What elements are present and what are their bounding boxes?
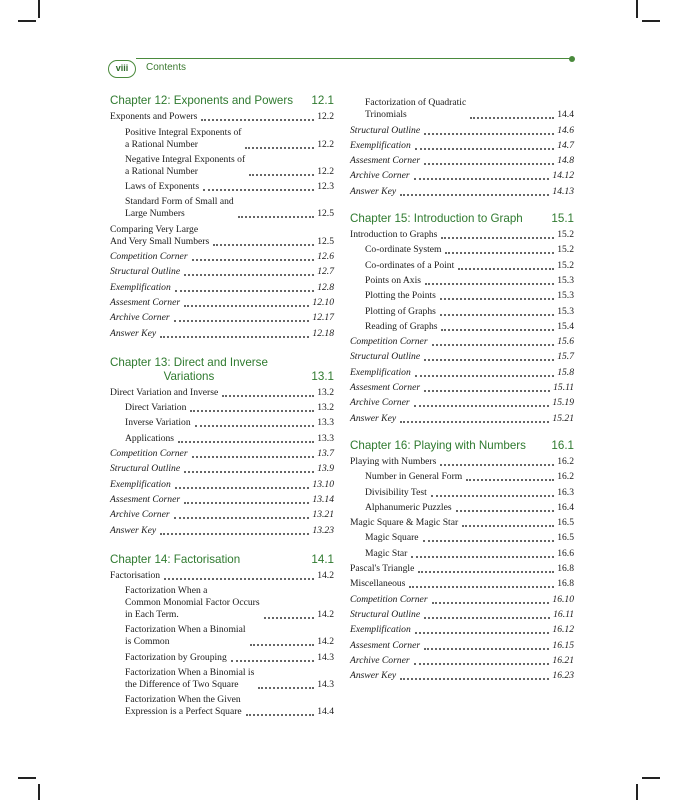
entry-page: 13.9 bbox=[317, 463, 334, 475]
dot-leader bbox=[424, 390, 550, 392]
chapter-page: 13.1 bbox=[311, 369, 334, 383]
crop-mark-top-left bbox=[38, 0, 40, 18]
entry-page: 16.21 bbox=[552, 654, 574, 666]
entry-title: Archive Corner bbox=[350, 170, 410, 182]
page-number-badge: viii bbox=[108, 60, 136, 78]
toc-section bbox=[350, 97, 574, 197]
entry-title: Alphanumeric Puzzles bbox=[365, 501, 452, 513]
entry-title: Reading of Graphs bbox=[365, 320, 438, 332]
dot-leader bbox=[250, 644, 315, 646]
entry-page: 15.6 bbox=[557, 336, 574, 348]
entry-page: 12.2 bbox=[317, 138, 334, 150]
entry-title: Co-ordinate System bbox=[365, 244, 442, 256]
entry-page: 15.2 bbox=[557, 244, 574, 256]
dot-leader bbox=[400, 421, 549, 423]
entry-page: 16.23 bbox=[552, 670, 574, 682]
toc-entry[interactable] bbox=[110, 127, 334, 151]
crop-mark-bottom-right bbox=[636, 784, 638, 800]
entry-page: 16.10 bbox=[552, 593, 574, 605]
entry-page: 14.2 bbox=[317, 609, 334, 621]
chapter-title: Chapter 12: Exponents and Powers bbox=[110, 94, 294, 107]
entry-page: 16.5 bbox=[557, 517, 574, 529]
entry-page: 15.19 bbox=[552, 397, 574, 409]
chapter-page: 14.1 bbox=[311, 552, 334, 566]
dot-leader bbox=[201, 119, 314, 121]
toc-entry[interactable] bbox=[110, 251, 334, 263]
entry-title: Factorisation bbox=[110, 569, 161, 581]
dot-leader bbox=[462, 525, 554, 527]
chapter-title-block bbox=[110, 94, 293, 108]
entry-title: Applications bbox=[125, 432, 175, 444]
chapter-title: Chapter 14: Factorisation bbox=[110, 552, 241, 566]
entry-title: Magic Star bbox=[365, 547, 408, 559]
toc-entry[interactable] bbox=[110, 224, 334, 248]
entry-page: 16.2 bbox=[557, 471, 574, 483]
entry-title: Exemplification bbox=[350, 366, 411, 378]
toc-entry[interactable] bbox=[110, 433, 334, 445]
entry-title: Negative Integral Exponents of a Rational Number bbox=[125, 153, 246, 177]
toc-entry[interactable] bbox=[110, 417, 334, 429]
dot-leader bbox=[458, 268, 554, 270]
entry-title: Magic Square bbox=[365, 532, 419, 544]
dot-leader bbox=[424, 648, 549, 650]
entry-page: 12.18 bbox=[312, 327, 334, 339]
dot-leader bbox=[231, 660, 314, 662]
toc-entry[interactable] bbox=[110, 328, 334, 340]
entry-title: Number in General Form bbox=[365, 471, 463, 483]
entry-title: Factorization by Grouping bbox=[125, 651, 227, 663]
toc-entry[interactable] bbox=[350, 548, 574, 560]
dot-leader bbox=[222, 395, 314, 397]
entry-page: 16.2 bbox=[557, 455, 574, 467]
dot-leader bbox=[192, 259, 315, 261]
dot-leader bbox=[203, 189, 314, 191]
dot-leader bbox=[400, 678, 549, 680]
chapter-heading[interactable] bbox=[110, 356, 334, 384]
page-header bbox=[108, 58, 573, 80]
toc-entry[interactable] bbox=[110, 463, 334, 475]
entry-page: 16.6 bbox=[557, 547, 574, 559]
toc-entry[interactable] bbox=[350, 624, 574, 636]
toc-entry[interactable] bbox=[110, 570, 334, 582]
chapter-page: 15.1 bbox=[551, 211, 574, 225]
dot-leader bbox=[441, 329, 554, 331]
entry-page: 15.3 bbox=[557, 290, 574, 302]
dot-leader bbox=[423, 540, 555, 542]
dot-leader bbox=[414, 178, 550, 180]
entry-page: 12.8 bbox=[317, 281, 334, 293]
entry-title: Laws of Exponents bbox=[125, 181, 200, 193]
crop-mark-bottom-right-h bbox=[642, 777, 660, 779]
toc-entry[interactable] bbox=[350, 125, 574, 137]
header-title: Contents bbox=[146, 62, 187, 73]
toc-entry[interactable] bbox=[110, 266, 334, 278]
dot-leader bbox=[192, 456, 315, 458]
entry-title: Answer Key bbox=[350, 185, 397, 197]
entry-title: Competition Corner bbox=[110, 448, 188, 460]
toc-entry[interactable] bbox=[110, 282, 334, 294]
entry-title: Answer Key bbox=[110, 524, 157, 536]
dot-leader bbox=[431, 495, 554, 497]
dot-leader bbox=[184, 305, 309, 307]
chapter-title-block bbox=[110, 553, 240, 567]
dot-leader bbox=[440, 298, 554, 300]
entry-page: 15.8 bbox=[557, 366, 574, 378]
toc-entry[interactable] bbox=[350, 244, 574, 256]
dot-leader bbox=[466, 479, 554, 481]
dot-leader bbox=[164, 578, 314, 580]
dot-leader bbox=[470, 117, 554, 119]
entry-page: 12.5 bbox=[317, 235, 334, 247]
entry-title: Structural Outline bbox=[350, 124, 421, 136]
dot-leader bbox=[174, 320, 310, 322]
entry-title: Structural Outline bbox=[350, 608, 421, 620]
toc-entry[interactable] bbox=[110, 181, 334, 193]
dot-leader bbox=[245, 147, 314, 149]
entry-title: Competition Corner bbox=[110, 251, 188, 263]
entry-title: Factorization When a Common Monomial Factor Occurs in Each Term. bbox=[125, 585, 260, 621]
dot-leader bbox=[414, 663, 550, 665]
toc-entry[interactable] bbox=[350, 532, 574, 544]
toc-entry[interactable] bbox=[350, 655, 574, 667]
entry-page: 14.6 bbox=[557, 124, 574, 136]
chapter-page: 12.1 bbox=[311, 94, 334, 107]
entry-title: Assesment Corner bbox=[350, 639, 421, 651]
toc-entry[interactable] bbox=[350, 456, 574, 468]
toc-entry[interactable] bbox=[350, 229, 574, 241]
header-rule bbox=[136, 58, 573, 59]
entry-title: Structural Outline bbox=[110, 266, 181, 278]
entry-page: 16.15 bbox=[552, 639, 574, 651]
entry-page: 12.5 bbox=[317, 208, 334, 220]
entry-title: Answer Key bbox=[110, 327, 157, 339]
entry-title: Divisibility Test bbox=[365, 486, 427, 498]
toc-entry[interactable] bbox=[110, 111, 334, 123]
dot-leader bbox=[160, 336, 309, 338]
entry-page: 12.3 bbox=[317, 181, 334, 193]
entry-title: Assesment Corner bbox=[350, 155, 421, 167]
crop-mark-top-right-h bbox=[642, 20, 660, 22]
toc-entry[interactable] bbox=[110, 509, 334, 521]
entry-title: Competition Corner bbox=[350, 593, 428, 605]
entry-page: 14.2 bbox=[317, 569, 334, 581]
entry-title: Plotting of Graphs bbox=[365, 305, 436, 317]
entry-title: Introduction to Graphs bbox=[350, 229, 438, 241]
entry-page: 14.4 bbox=[557, 109, 574, 121]
entry-title: Playing with Numbers bbox=[350, 455, 437, 467]
dot-leader bbox=[238, 216, 314, 218]
entry-page: 14.8 bbox=[557, 155, 574, 167]
toc-entry[interactable] bbox=[110, 402, 334, 414]
crop-mark-top-left-h bbox=[18, 20, 36, 22]
entry-page: 13.14 bbox=[312, 493, 334, 505]
dot-leader bbox=[184, 274, 314, 276]
toc-entry[interactable] bbox=[350, 609, 574, 621]
toc-entry[interactable] bbox=[350, 640, 574, 652]
entry-page: 15.2 bbox=[557, 259, 574, 271]
toc-entry[interactable] bbox=[350, 563, 574, 575]
dot-leader bbox=[424, 617, 550, 619]
chapter-title-block bbox=[110, 356, 268, 384]
chapter-title-block bbox=[350, 439, 526, 453]
toc-section bbox=[110, 356, 334, 537]
dot-leader bbox=[424, 163, 554, 165]
dot-leader bbox=[184, 471, 314, 473]
entry-title: Positive Integral Exponents of a Rational Number bbox=[125, 126, 242, 150]
dot-leader bbox=[184, 502, 309, 504]
entry-page: 12.17 bbox=[312, 312, 334, 324]
dot-leader bbox=[456, 510, 555, 512]
toc-section bbox=[110, 553, 334, 719]
entry-title: Factorization When a Binomial is Common bbox=[125, 624, 246, 648]
toc-entry[interactable] bbox=[350, 336, 574, 348]
entry-page: 14.2 bbox=[317, 636, 334, 648]
entry-page: 16.8 bbox=[557, 578, 574, 590]
entry-page: 14.13 bbox=[552, 185, 574, 197]
chapter-heading[interactable] bbox=[110, 94, 334, 108]
entry-title: Assesment Corner bbox=[350, 382, 421, 394]
entry-page: 15.21 bbox=[552, 412, 574, 424]
entry-page: 13.7 bbox=[317, 448, 334, 460]
entry-page: 12.2 bbox=[317, 165, 334, 177]
entry-title: Direct Variation bbox=[125, 402, 187, 414]
entry-page: 13.23 bbox=[312, 524, 334, 536]
toc-entry[interactable] bbox=[350, 487, 574, 499]
dot-leader bbox=[213, 244, 314, 246]
dot-leader bbox=[258, 687, 314, 689]
entry-page: 12.2 bbox=[317, 111, 334, 123]
dot-leader bbox=[174, 517, 310, 519]
dot-leader bbox=[424, 133, 554, 135]
dot-leader bbox=[409, 586, 554, 588]
toc-entry[interactable] bbox=[110, 525, 334, 537]
entry-page: 13.3 bbox=[317, 432, 334, 444]
crop-mark-bottom-left bbox=[38, 784, 40, 800]
entry-page: 14.3 bbox=[317, 679, 334, 691]
entry-title: Structural Outline bbox=[110, 463, 181, 475]
toc-section bbox=[350, 212, 574, 425]
toc-entry[interactable] bbox=[350, 321, 574, 333]
entry-page: 15.3 bbox=[557, 305, 574, 317]
dot-leader bbox=[415, 148, 554, 150]
toc-entry[interactable] bbox=[350, 140, 574, 152]
toc-left-column bbox=[110, 94, 334, 722]
chapter-title-line2: Variations bbox=[163, 369, 215, 383]
entry-title: Archive Corner bbox=[110, 509, 170, 521]
entry-page: 13.3 bbox=[317, 417, 334, 429]
toc-entry[interactable] bbox=[110, 297, 334, 309]
dot-leader bbox=[249, 174, 314, 176]
toc-entry[interactable] bbox=[350, 306, 574, 318]
entry-page: 14.4 bbox=[317, 706, 334, 718]
dot-leader bbox=[195, 425, 315, 427]
dot-leader bbox=[178, 441, 314, 443]
toc-entry[interactable] bbox=[350, 260, 574, 272]
entry-page: 14.7 bbox=[557, 139, 574, 151]
toc-entry[interactable] bbox=[350, 155, 574, 167]
toc-entry[interactable] bbox=[350, 275, 574, 287]
chapter-heading[interactable] bbox=[350, 439, 574, 453]
entry-title: Factorization When the Given Expression is a Perfect Square bbox=[125, 694, 242, 718]
entry-page: 15.3 bbox=[557, 274, 574, 286]
toc-entry[interactable] bbox=[110, 624, 334, 648]
entry-page: 16.4 bbox=[557, 501, 574, 513]
entry-title: Assesment Corner bbox=[110, 493, 181, 505]
dot-leader bbox=[414, 405, 550, 407]
entry-page: 16.11 bbox=[553, 608, 574, 620]
dot-leader bbox=[440, 464, 554, 466]
entry-title: Exponents and Powers bbox=[110, 111, 198, 123]
entry-page: 14.3 bbox=[317, 651, 334, 663]
entry-title: Archive Corner bbox=[110, 312, 170, 324]
chapter-heading[interactable] bbox=[110, 553, 334, 567]
toc-entry[interactable] bbox=[110, 694, 334, 718]
dot-leader bbox=[440, 314, 554, 316]
toc-section bbox=[350, 439, 574, 682]
toc-entry[interactable] bbox=[350, 471, 574, 483]
chapter-heading[interactable] bbox=[350, 212, 574, 226]
entry-page: 15.4 bbox=[557, 320, 574, 332]
toc-right-column bbox=[350, 94, 574, 685]
entry-page: 12.7 bbox=[317, 266, 334, 278]
toc-entry[interactable] bbox=[110, 667, 334, 691]
chapter-title: Chapter 16: Playing with Numbers bbox=[350, 438, 526, 452]
dot-leader bbox=[432, 602, 550, 604]
entry-title: Factorization When a Binomial is the Difference of Two Square bbox=[125, 667, 255, 691]
entry-page: 13.2 bbox=[317, 402, 334, 414]
entry-page: 16.12 bbox=[552, 624, 574, 636]
dot-leader bbox=[425, 283, 554, 285]
dot-leader bbox=[411, 556, 554, 558]
entry-page: 15.11 bbox=[553, 382, 574, 394]
entry-title: Exemplification bbox=[110, 478, 171, 490]
dot-leader bbox=[400, 194, 549, 196]
dot-leader bbox=[424, 359, 554, 361]
entry-title: Magic Square & Magic Star bbox=[350, 517, 459, 529]
entry-title: Competition Corner bbox=[350, 336, 428, 348]
toc-entry[interactable] bbox=[350, 382, 574, 394]
dot-leader bbox=[175, 290, 314, 292]
entry-title: Archive Corner bbox=[350, 654, 410, 666]
entry-title: Comparing Very Large And Very Small Numbers bbox=[110, 223, 210, 247]
toc-entry[interactable] bbox=[350, 290, 574, 302]
dot-leader bbox=[175, 487, 310, 489]
entry-page: 16.5 bbox=[557, 532, 574, 544]
dot-leader bbox=[190, 410, 314, 412]
entry-page: 12.10 bbox=[312, 296, 334, 308]
toc-entry[interactable] bbox=[350, 186, 574, 198]
entry-title: Exemplification bbox=[350, 139, 411, 151]
dot-leader bbox=[415, 632, 550, 634]
toc-entry[interactable] bbox=[350, 97, 574, 121]
entry-title: Points on Axis bbox=[365, 274, 421, 286]
entry-title: Factorization of Quadratic Trinomials bbox=[365, 97, 467, 121]
toc-section bbox=[110, 94, 334, 340]
entry-title: Plotting the Points bbox=[365, 290, 436, 302]
toc-entry[interactable] bbox=[110, 448, 334, 460]
entry-title: Exemplification bbox=[350, 624, 411, 636]
dot-leader bbox=[441, 237, 554, 239]
toc-entry[interactable] bbox=[350, 413, 574, 425]
toc-entry[interactable] bbox=[110, 479, 334, 491]
entry-page: 16.8 bbox=[557, 563, 574, 575]
toc-entry[interactable] bbox=[110, 312, 334, 324]
entry-page: 15.2 bbox=[557, 229, 574, 241]
entry-title: Miscellaneous bbox=[350, 578, 406, 590]
toc-entry[interactable] bbox=[110, 652, 334, 664]
crop-mark-bottom-left-h bbox=[18, 777, 36, 779]
entry-title: Direct Variation and Inverse bbox=[110, 386, 219, 398]
entry-title: Structural Outline bbox=[350, 351, 421, 363]
dot-leader bbox=[160, 533, 309, 535]
toc-entry[interactable] bbox=[350, 578, 574, 590]
dot-leader bbox=[418, 571, 554, 573]
toc-entry[interactable] bbox=[350, 367, 574, 379]
crop-mark-top-right bbox=[636, 0, 638, 18]
entry-title: Answer Key bbox=[350, 670, 397, 682]
entry-page: 12.6 bbox=[317, 251, 334, 263]
chapter-title: Chapter 13: Direct and Inverse bbox=[110, 355, 268, 369]
entry-page: 13.21 bbox=[312, 509, 334, 521]
chapter-title: Chapter 15: Introduction to Graph bbox=[350, 211, 523, 225]
entry-page: 14.12 bbox=[552, 170, 574, 182]
dot-leader bbox=[445, 252, 554, 254]
dot-leader bbox=[432, 344, 555, 346]
header-rule-dot bbox=[569, 56, 575, 62]
entry-title: Pascal's Triangle bbox=[350, 563, 415, 575]
entry-title: Archive Corner bbox=[350, 397, 410, 409]
toc-entry[interactable] bbox=[110, 494, 334, 506]
toc-entry[interactable] bbox=[110, 196, 334, 220]
entry-title: Inverse Variation bbox=[125, 417, 191, 429]
entry-title: Co-ordinates of a Point bbox=[365, 259, 455, 271]
toc-entry[interactable] bbox=[110, 387, 334, 399]
toc-entry[interactable] bbox=[350, 517, 574, 529]
toc-entry[interactable] bbox=[350, 670, 574, 682]
toc-entry[interactable] bbox=[110, 154, 334, 178]
dot-leader bbox=[264, 617, 315, 619]
toc-entry[interactable] bbox=[350, 170, 574, 182]
dot-leader bbox=[415, 375, 554, 377]
dot-leader bbox=[246, 714, 315, 716]
toc-entry[interactable] bbox=[350, 594, 574, 606]
toc-entry[interactable] bbox=[110, 585, 334, 621]
toc-entry[interactable] bbox=[350, 502, 574, 514]
entry-page: 16.3 bbox=[557, 486, 574, 498]
entry-title: Assesment Corner bbox=[110, 296, 181, 308]
entry-title: Standard Form of Small and Large Numbers bbox=[125, 196, 234, 220]
chapter-page: 16.1 bbox=[551, 438, 574, 452]
chapter-title-block bbox=[350, 212, 523, 226]
toc-entry[interactable] bbox=[350, 351, 574, 363]
entry-title: Exemplification bbox=[110, 281, 171, 293]
entry-page: 13.2 bbox=[317, 386, 334, 398]
entry-page: 15.7 bbox=[557, 351, 574, 363]
entry-page: 13.10 bbox=[312, 478, 334, 490]
toc-entry[interactable] bbox=[350, 397, 574, 409]
entry-title: Answer Key bbox=[350, 412, 397, 424]
